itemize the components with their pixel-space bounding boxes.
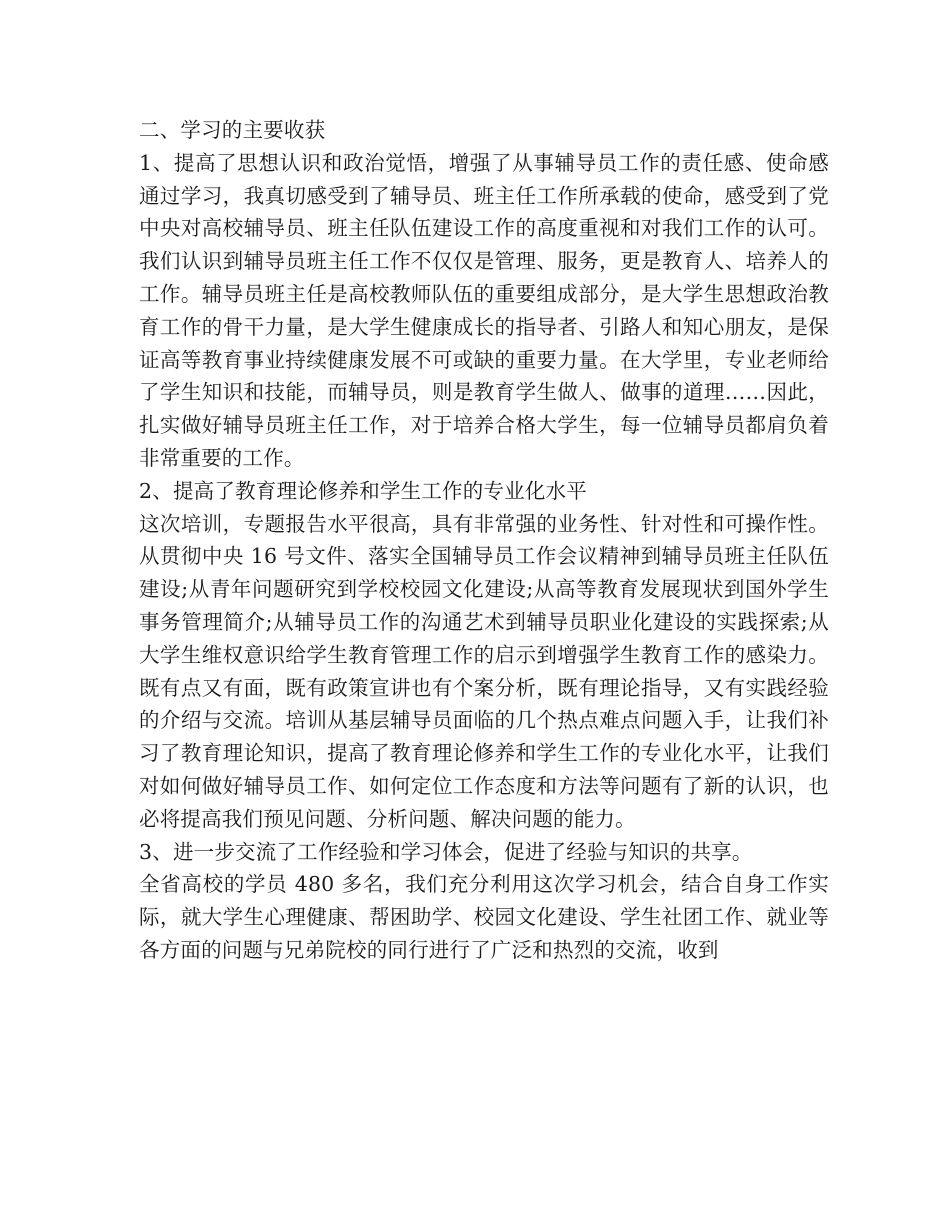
item-3-body: 全省高校的学员 480 多名，我们充分利用这次学习机会，结合自身工作实际，就大学生心理健康、帮困助学、校园文化建设、学生社团工作、就业等各方面的问题与兄弟院校的同行进行了广泛和热烈的交流，收到 [139, 872, 829, 962]
item-1-paragraph [139, 147, 829, 475]
item-3-heading: 3、进一步交流了工作经验和学习体会，促进了经验与知识的共享。 [139, 839, 753, 864]
item-2-heading: 2、提高了教育理论修养和学生工作的专业化水平 [139, 478, 587, 503]
item-2-body: 这次培训，专题报告水平很高，具有非常强的业务性、针对性和可操作性。从贯彻中央 16 号文件、落实全国辅导员工作会议精神到辅导员班主任队伍建设;从青年问题研究到学校校园文化建设;从高等教育发展现状到国外学生事务管理简介;从辅导员工作的沟通艺术到辅导员职业化建设的实践探索;从大学生维权意识给学生教育管理工作的启示到增强学生教育工作的感染力。既有点又有面，既有政策宣讲也有个案分析，既有理论指导，又有实践经验的介绍与交流。培训从基层辅导员面临的几个热点难点问题入手，让我们补习了教育理论知识，提高了教育理论修养和学生工作的专业化水平，让我们对如何做好辅导员工作、如何定位工作态度和方法等问题有了新的认识，也必将提高我们预见问题、分析问题、解决问题的能力。 [139, 511, 829, 831]
document-content [139, 114, 829, 967]
section-heading: 二、学习的主要收获 [139, 118, 326, 142]
item-1-heading: 1、提高了思想认识和政治觉悟，增强了从事辅导员工作的责任感、使命感 [139, 150, 829, 175]
item-1-body: 通过学习，我真切感受到了辅导员、班主任工作所承载的使命，感受到了党中央对高校辅导员、班主任队伍建设工作的高度重视和对我们工作的认可。我们认识到辅导员班主任工作不仅仅是管理、服务，更是教育人、培养人的工作。辅导员班主任是高校教师队伍的重要组成部分，是大学生思想政治教育工作的骨干力量，是大学生健康成长的指导者、引路人和知心朋友，是保证高等教育事业持续健康发展不可或缺的重要力量。在大学里，专业老师给了学生知识和技能，而辅导员，则是教育学生做人、做事的道理……因此，扎实做好辅导员班主任工作，对于培养合格大学生，每一位辅导员都肩负着非常重要的工作。 [139, 183, 829, 470]
